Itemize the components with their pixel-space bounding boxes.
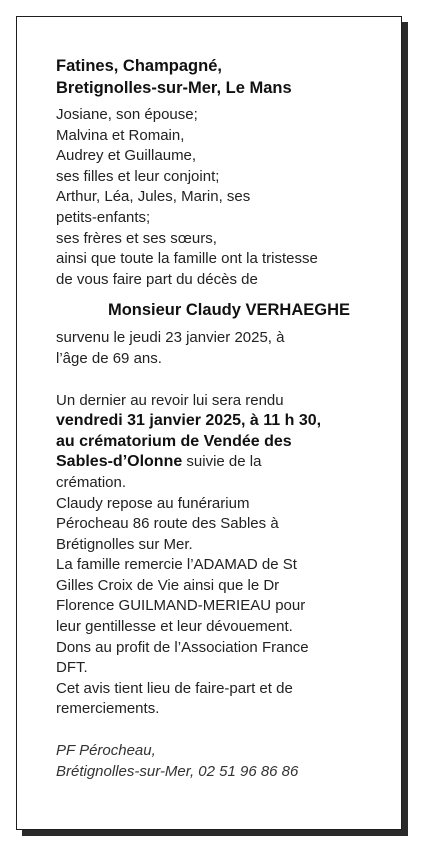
details-line: Cet avis tient lieu de faire-part et de: [56, 679, 293, 697]
ceremony-info: [56, 391, 381, 494]
deceased-name: Monsieur Claudy VERHAEGHE: [107, 301, 351, 320]
obituary-notice: [16, 16, 402, 830]
details-line: Brétignolles sur Mer.: [56, 535, 193, 553]
ceremony-place-line: [56, 452, 381, 473]
ceremony-place-city: Sables-d’Olonne: [56, 453, 183, 471]
family-line: ses filles et leur conjoint;: [56, 167, 220, 185]
death-info: [56, 328, 381, 369]
details-line: DFT.: [56, 659, 88, 677]
signature-line: PF Pérocheau,: [56, 742, 156, 760]
details-line: La famille remercie l’ADAMAD de St: [56, 556, 297, 574]
details-line: Florence GUILMAND-MERIEAU pour: [56, 597, 306, 615]
details-line: Pérocheau 86 route des Sables à: [56, 515, 279, 533]
details-line: remerciements.: [56, 700, 160, 718]
details: [56, 494, 381, 721]
family-line: Arthur, Léa, Jules, Marin, ses: [56, 188, 251, 206]
ceremony-place: au crématorium de Vendée des: [56, 432, 292, 450]
family-line: Malvina et Romain,: [56, 126, 185, 144]
family-line: Audrey et Guillaume,: [56, 147, 197, 165]
details-line: Claudy repose au funérarium: [56, 494, 250, 512]
family-line: ainsi que toute la famille ont la tristesse: [56, 250, 318, 268]
death-line: l’âge de 69 ans.: [56, 349, 162, 367]
details-line: Dons au profit de l’Association France: [56, 638, 309, 656]
family-line: Josiane, son épouse;: [56, 106, 198, 123]
family-line: petits-enfants;: [56, 208, 151, 226]
ceremony-after: suivie de la: [182, 453, 262, 471]
ceremony-date: vendredi 31 janvier 2025, à 11 h 30,: [56, 412, 322, 430]
notice-places-heading: [56, 55, 381, 99]
signature-line: Brétignolles-sur-Mer, 02 51 96 86 86: [56, 762, 299, 780]
funeral-home-signature: [56, 741, 381, 782]
ceremony-end: crémation.: [56, 473, 127, 491]
places-line: Fatines, Champagné,: [56, 57, 222, 75]
details-line: leur gentillesse et leur dévouement.: [56, 618, 293, 636]
ceremony-intro: Un dernier au revoir lui sera rendu: [56, 391, 284, 409]
places-line: Bretignolles-sur-Mer, Le Mans: [56, 79, 292, 97]
death-line: survenu le jeudi 23 janvier 2025, à: [56, 329, 285, 347]
family-list: [56, 105, 381, 290]
family-line: ses frères et ses sœurs,: [56, 229, 217, 247]
family-line: de vous faire part du décès de: [56, 270, 258, 288]
details-line: Gilles Croix de Vie ainsi que le Dr: [56, 576, 280, 594]
paragraph-gap: [56, 370, 381, 391]
